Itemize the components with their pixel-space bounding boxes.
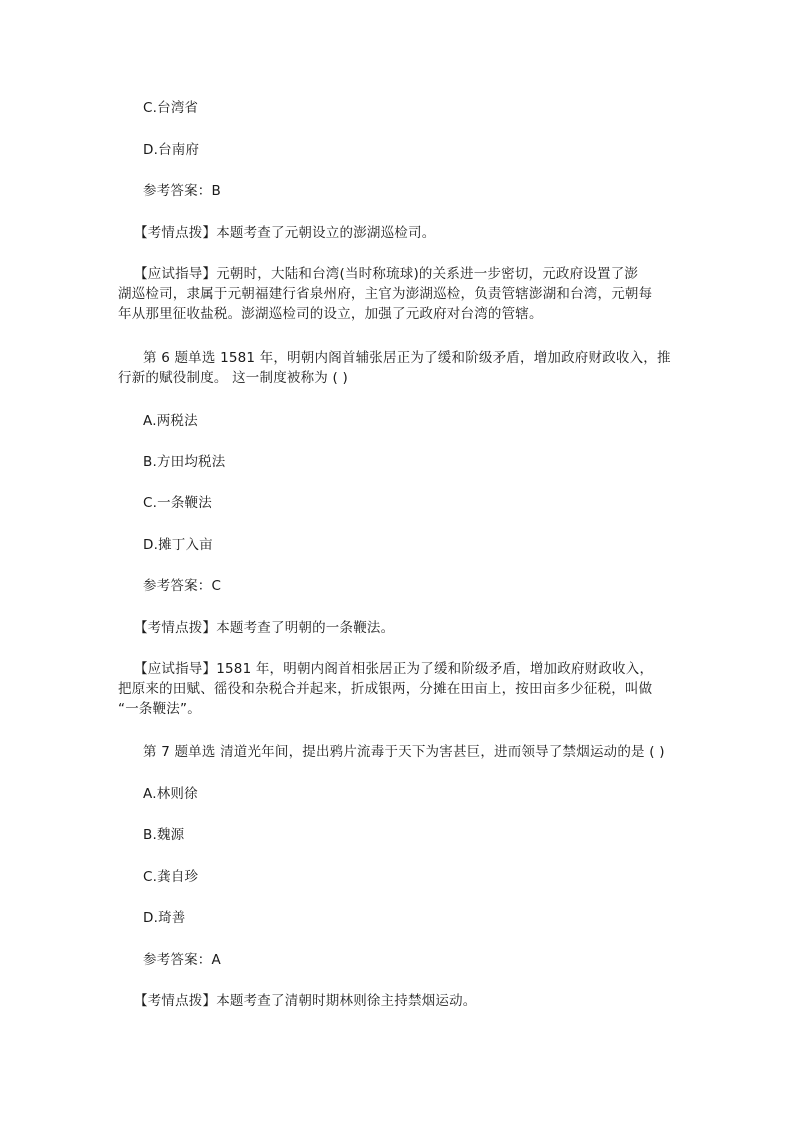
option-c: C.台湾省 bbox=[143, 100, 199, 116]
option-d: D.台南府 bbox=[143, 142, 200, 158]
exam-guide bbox=[118, 264, 678, 324]
exam-guide bbox=[118, 659, 678, 719]
answer: 参考答案：A bbox=[143, 952, 221, 968]
option-b: B.方田均税法 bbox=[143, 454, 226, 470]
guide-line: 湖巡检司，隶属于元朝福建行省泉州府，主官为澎湖巡检，负责管辖澎湖和台湾，元朝每 bbox=[118, 286, 653, 302]
option-d: D.琦善 bbox=[143, 910, 186, 926]
answer: 参考答案：B bbox=[143, 183, 221, 199]
question-line: 第 6 题单选 1581 年，明朝内阁首辅张居正为了缓和阶级矛盾，增加政府财政收入，推 bbox=[143, 350, 671, 366]
guide-line: 【应试指导】元朝时，大陆和台湾(当时称琉球)的关系进一步密切，元政府设置了澎 bbox=[134, 266, 639, 282]
option-b: B.魏源 bbox=[143, 827, 185, 843]
question-line: 行新的赋役制度。 这一制度被称为 ( ) bbox=[118, 370, 348, 386]
question-6 bbox=[118, 348, 678, 388]
guide-line: “一条鞭法”。 bbox=[118, 701, 201, 717]
option-a: A.林则徐 bbox=[143, 786, 198, 802]
guide-line: 把原来的田赋、徭役和杂税合并起来，折成银两，分摊在田亩上，按田亩多少征税，叫做 bbox=[118, 681, 653, 697]
question-7: 第 7 题单选 清道光年间，提出鸦片流毒于天下为害甚巨，进而领导了禁烟运动的是 ( ) bbox=[143, 744, 665, 760]
option-c: C.龚自珍 bbox=[143, 869, 199, 885]
option-a: A.两税法 bbox=[143, 413, 198, 429]
guide-line: 【应试指导】1581 年，明朝内阁首相张居正为了缓和阶级矛盾，增加政府财政收入， bbox=[134, 661, 654, 677]
exam-point: 【考情点拨】本题考查了明朝的一条鞭法。 bbox=[134, 620, 395, 636]
option-d: D.摊丁入亩 bbox=[143, 537, 213, 553]
answer: 参考答案：C bbox=[143, 578, 222, 594]
exam-point: 【考情点拨】本题考查了清朝时期林则徐主持禁烟运动。 bbox=[134, 993, 477, 1009]
exam-point: 【考情点拨】本题考查了元朝设立的澎湖巡检司。 bbox=[134, 225, 436, 241]
option-c: C.一条鞭法 bbox=[143, 495, 212, 511]
guide-line: 年从那里征收盐税。澎湖巡检司的设立，加强了元政府对台湾的管辖。 bbox=[118, 306, 543, 322]
